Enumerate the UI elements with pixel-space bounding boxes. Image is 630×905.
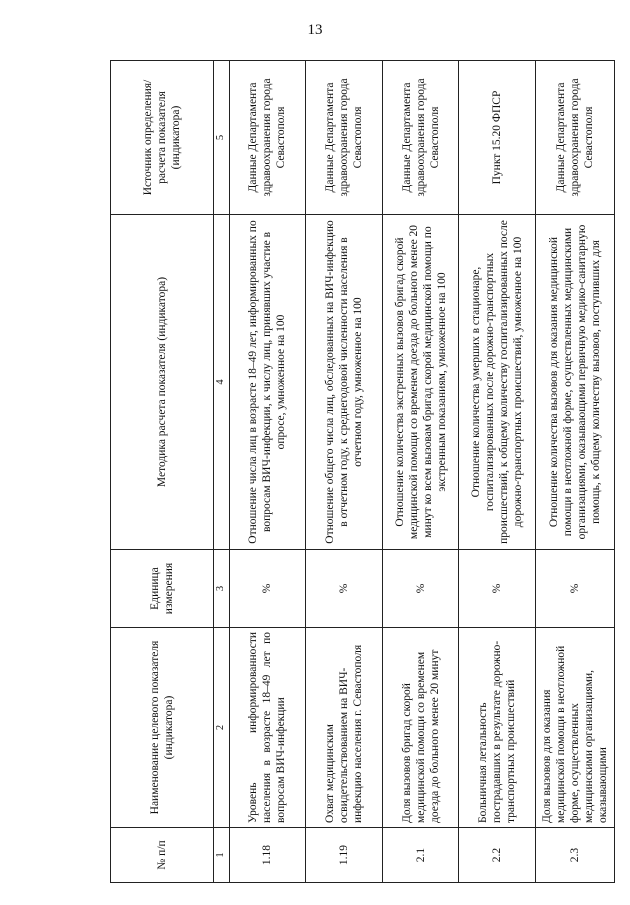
unit-cell: % — [306, 550, 383, 628]
source-cell: Данные Департамента здравоохранения города Севастополя — [382, 61, 459, 215]
indicator-name: Доля вызовов бригад скорой медицинской помощи со временем доезда до больного менее 20 минут — [382, 628, 459, 828]
method-cell: Отношение общего числа лиц, обследованных на ВИЧ-инфекцию в отчетном году, к среднегодовой численности населения в отчетном году, умноженное на 100 — [306, 215, 383, 550]
column-number: 1 — [213, 828, 229, 883]
unit-cell: % — [382, 550, 459, 628]
indicator-table — [110, 60, 615, 883]
column-number: 3 — [213, 550, 229, 628]
method-cell: Отношение количества вызовов для оказания медицинской помощи в неотложной форме, осуществленных медицинскими организациями, оказывающими первичную медико-санитарную помощь, к общему количеству вызовов, поступивших для — [536, 215, 615, 550]
table-row — [382, 61, 459, 883]
column-number: 5 — [213, 61, 229, 215]
source-cell: Пункт 15.20 ФПСР — [459, 61, 536, 215]
indicator-name: Охват медицинским освидетельствованием на ВИЧ-инфекцию населения г. Севастополя — [306, 628, 383, 828]
unit-cell: % — [459, 550, 536, 628]
rotated-table-container — [110, 61, 615, 883]
indicator-name: Больничная летальность пострадавших в результате дорожно-транспортных происшествий — [459, 628, 536, 828]
table-row — [536, 61, 615, 883]
row-number: 2.2 — [459, 828, 536, 883]
unit-cell: % — [536, 550, 615, 628]
unit-cell: % — [229, 550, 306, 628]
table-row — [229, 61, 306, 883]
column-number: 2 — [213, 628, 229, 828]
page-number: 13 — [307, 22, 323, 38]
row-number: 1.18 — [229, 828, 306, 883]
source-cell: Данные Департамента здравоохранения города Севастополя — [229, 61, 306, 215]
header-unit: Единица измерения — [111, 550, 214, 628]
row-number: 2.1 — [382, 828, 459, 883]
indicator-name: Доля вызовов для оказания медицинской помощи в неотложной форме, осуществленных медицинскими организациями, оказывающими — [536, 628, 615, 828]
column-number-row — [213, 61, 229, 883]
header-number: № п/п — [111, 828, 214, 883]
table-header-row — [111, 61, 214, 883]
method-cell: Отношение количества экстренных вызовов бригад скорой медицинской помощи со временем доезда до больного менее 20 минут ко всем вызовам бригад скорой медицинской помощи по экстренным показаниям, умноженное на 100 — [382, 215, 459, 550]
table-row — [306, 61, 383, 883]
source-cell: Данные Департамента здравоохранения города Севастополя — [536, 61, 615, 215]
table-row — [459, 61, 536, 883]
method-cell: Отношение числа лиц в возрасте 18–49 лет, информированных по вопросам ВИЧ-инфекции, к числу лиц, принявших участие в опросе, умноженное на 100 — [229, 215, 306, 550]
header-indicator-name: Наименование целевого показателя (индикатора) — [111, 628, 214, 828]
header-source: Источник определения/ расчета показателя (индикатора) — [111, 61, 214, 215]
source-cell: Данные Департамента здравоохранения города Севастополя — [306, 61, 383, 215]
column-number: 4 — [213, 215, 229, 550]
row-number: 2.3 — [536, 828, 615, 883]
indicator-table-area — [110, 61, 615, 883]
indicator-name: Уровень информированности населения в возрасте 18–49 лет по вопросам ВИЧ-инфекции — [229, 628, 306, 828]
row-number: 1.19 — [306, 828, 383, 883]
header-method: Методика расчета показателя (индикатора) — [111, 215, 214, 550]
method-cell: Отношение количества умерших в стационаре, госпитализированных после дорожно-транспортных происшествий, к общему количеству госпитализированных после дорожно-транспортных происшествий, умноженное на 100 — [459, 215, 536, 550]
